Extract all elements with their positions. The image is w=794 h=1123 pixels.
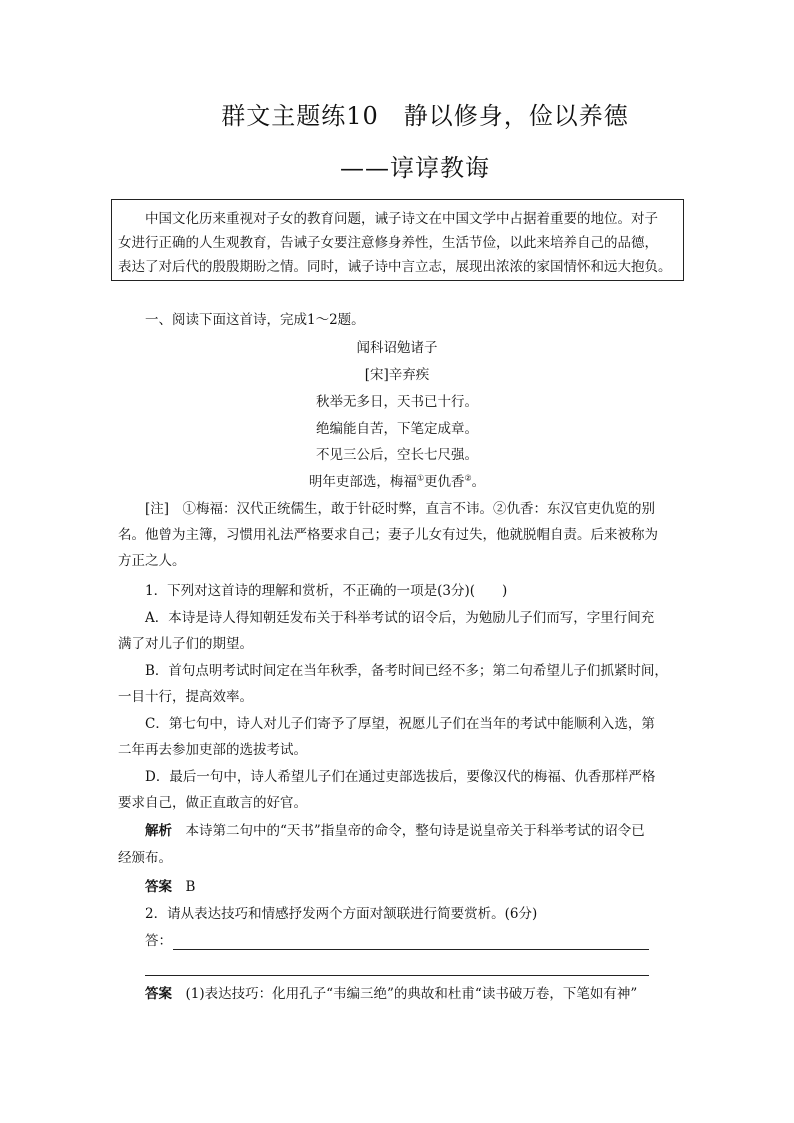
- intro-line-3: 表达了对后代的殷殷期盼之情。同时，诫子诗中言立志，展现出浓浓的家国情怀和远大抱负。: [118, 259, 672, 275]
- answer-label: 答案: [145, 986, 172, 1002]
- q1-option-d-line-1: D．最后一句中，诗人希望儿子们在通过吏部选拔后，要像汉代的梅福、仇香那样严格: [145, 769, 656, 785]
- page-title: 群文主题练10 静以修身，俭以养德: [221, 102, 629, 130]
- q2-answer-prompt: 答：: [145, 933, 172, 949]
- q1-option-a-line-2: 满了对儿子们的期望。: [118, 636, 253, 652]
- q1-option-d-line-2: 要求自己，做正直敢言的好官。: [118, 795, 307, 811]
- page-subtitle: ——谆谆教诲: [340, 154, 490, 182]
- poem-line-3: 不见三公后，空长七尺强。: [316, 447, 478, 463]
- q1-option-b-line-2: 一目十行，提高效率。: [118, 689, 253, 705]
- poem-title: 闻科诏勉诸子: [356, 340, 438, 356]
- q1-option-b-line-1: B．首句点明考试时间定在当年秋季，备考时间已经不多；第二句希望儿子们抓紧时间，: [145, 663, 668, 679]
- note-line-3: 方正之人。: [118, 553, 186, 569]
- poem-line-1: 秋举无多日，天书已十行。: [316, 394, 478, 410]
- note-line-1: [注] ①梅福：汉代正统儒生，敢于针砭时弊，直言不讳。②仇香：东汉官吏仇览的别: [145, 501, 656, 517]
- q2-answer: 答案 (1)表达技巧：化用孔子“韦编三绝”的典故和杜甫“读书破万卷，下笔如有神”: [145, 986, 638, 1002]
- q1-option-c-line-2: 二年再去参加吏部的选拔考试。: [118, 742, 307, 758]
- analysis-label: 解析: [145, 823, 172, 839]
- poem-author: [宋]辛弃疾: [364, 367, 430, 383]
- poem-line-2: 绝编能自苦，下笔定成章。: [316, 421, 478, 437]
- q2-stem: 2．请从表达技巧和情感抒发两个方面对颔联进行简要赏析。(6分): [145, 906, 538, 922]
- q1-option-c-line-1: C．第七句中，诗人对儿子们寄予了厚望，祝愿儿子们在当年的考试中能顺利入选，第: [145, 716, 655, 732]
- answer-line-1[interactable]: [173, 949, 649, 950]
- q1-answer: 答案 B: [145, 879, 196, 895]
- answer-label: 答案: [145, 879, 172, 895]
- footnote-mark-2: ②: [464, 473, 472, 483]
- section-heading: 一、阅读下面这首诗，完成1～2题。: [145, 312, 365, 328]
- q1-analysis-line-1: 解析 本诗第二句中的“天书”指皇帝的命令，整句诗是说皇帝关于科举考试的诏令已: [145, 823, 645, 839]
- note-line-2: 名。他曾为主簿，习惯用礼法严格要求自己；妻子儿女有过失，他就脱帽自责。后来被称为: [118, 527, 658, 543]
- q1-option-a-line-1: A．本诗是诗人得知朝廷发布关于科举考试的诏令后，为勉励儿子们而写，字里行间充: [145, 610, 655, 626]
- poem-line-4: 明年吏部选，梅福①更仇香②。: [308, 473, 486, 490]
- q1-stem: 1．下列对这首诗的理解和赏析，不正确的一项是(3分)( ): [145, 583, 508, 599]
- q1-analysis-line-2: 经颁布。: [118, 850, 172, 866]
- answer-line-2[interactable]: [145, 975, 649, 976]
- footnote-mark-1: ①: [416, 473, 424, 483]
- intro-line-1: 中国文化历来重视对子女的教育问题，诫子诗文在中国文学中占据着重要的地位。对子: [118, 211, 658, 227]
- intro-line-2: 女进行正确的人生观教育，告诫子女要注意修身养性，生活节俭，以此来培养自己的品德，: [118, 235, 658, 251]
